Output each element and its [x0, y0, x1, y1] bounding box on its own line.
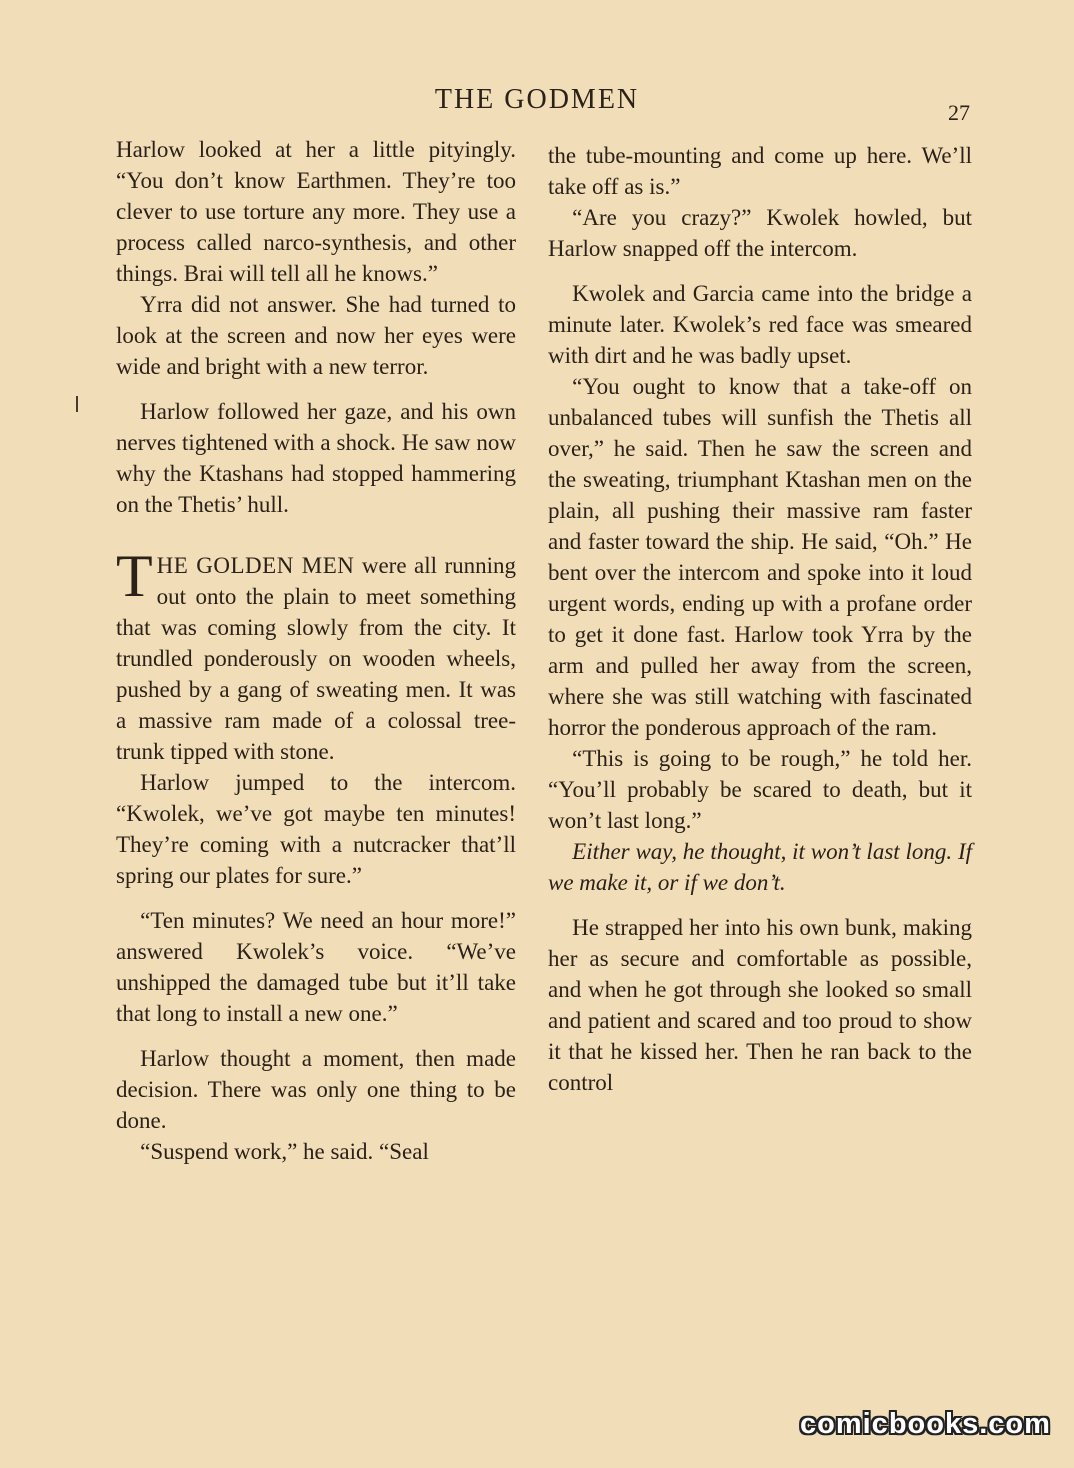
drop-cap: T — [116, 543, 153, 609]
paragraph: “This is going to be rough,” he told her. “You’ll probably be scared to death, but it won’t last long.” — [548, 746, 972, 833]
paragraph: “Are you crazy?” Kwolek howled, but Harlow snapped off the intercom. — [548, 205, 972, 261]
watermark-logo: comicbooks.com — [800, 1408, 1051, 1440]
paragraph-italic: Either way, he thought, it won’t last long. If we make it, or if we don’t. — [548, 839, 972, 895]
paragraph: “You ought to know that a take-off on unbalanced tubes will sunfish the Thetis all over,” he said. Then he saw the screen and the sweating, triumphant Ktashan men on the plain, all pushing their massive ram faster and faster toward the ship. He said, “Oh.” He bent over the intercom and spoke into it loud urgent words, ending up with a profane order to get it done fast. Harlow took Yrra by the arm and pulled her away from the screen, where she was still watching with fascinated horror the ponderous approach of the ram. — [548, 374, 972, 740]
paragraph: Kwolek and Garcia came into the bridge a minute later. Kwolek’s red face was smeared with dirt and he was badly upset. — [548, 281, 972, 368]
paragraph: Harlow jumped to the intercom. “Kwolek, we’ve got maybe ten minutes! They’re coming with a nutcracker that’ll spring our plates for sure.” — [116, 770, 516, 888]
running-head: THE GODMEN — [434, 84, 640, 115]
paragraph: “Ten minutes? We need an hour more!” answered Kwolek’s voice. “We’ve unshipped the damaged tube but it’ll take that long to install a new one.” — [116, 908, 516, 1026]
right-column — [548, 140, 972, 1098]
paragraph: Harlow thought a moment, then made decision. There was only one thing to be done. — [116, 1046, 516, 1133]
margin-mark — [76, 396, 78, 412]
left-column — [116, 134, 516, 1167]
paragraph: the tube-mounting and come up here. We’ll take off as is.” — [548, 143, 972, 199]
paragraph: He strapped her into his own bunk, making her as secure and comfortable as possible, and when he got through she looked so small and patient and scared and too proud to show it that he kissed her. Then he ran back to the control — [548, 915, 972, 1095]
paragraph: “Suspend work,” he said. “Seal — [140, 1139, 429, 1164]
paragraph: Yrra did not answer. She had turned to look at the screen and now her eyes were wide and bright with a new terror. — [116, 292, 516, 379]
section-lead-words: HE GOLDEN MEN — [156, 553, 355, 578]
page-number: 27 — [948, 100, 970, 125]
paragraph: Harlow followed her gaze, and his own nerves tightened with a shock. He saw now why the Ktashans had stopped hammering on the Thetis’ hull. — [116, 399, 516, 517]
paragraph: Harlow looked at her a little pityingly. “You don’t know Earthmen. They’re too clever to use torture any more. They use a process called narco-synthesis, and other things. Brai will tell all he knows.” — [116, 137, 516, 286]
section-text: were all running out onto the plain to meet something that was coming slowly from the city. It trundled ponderously on wooden wheels, pushed by a gang of sweating men. It was a massive ram made of a colossal tree-trunk tipped with stone. — [116, 553, 516, 764]
section-break-paragraph — [116, 543, 516, 767]
